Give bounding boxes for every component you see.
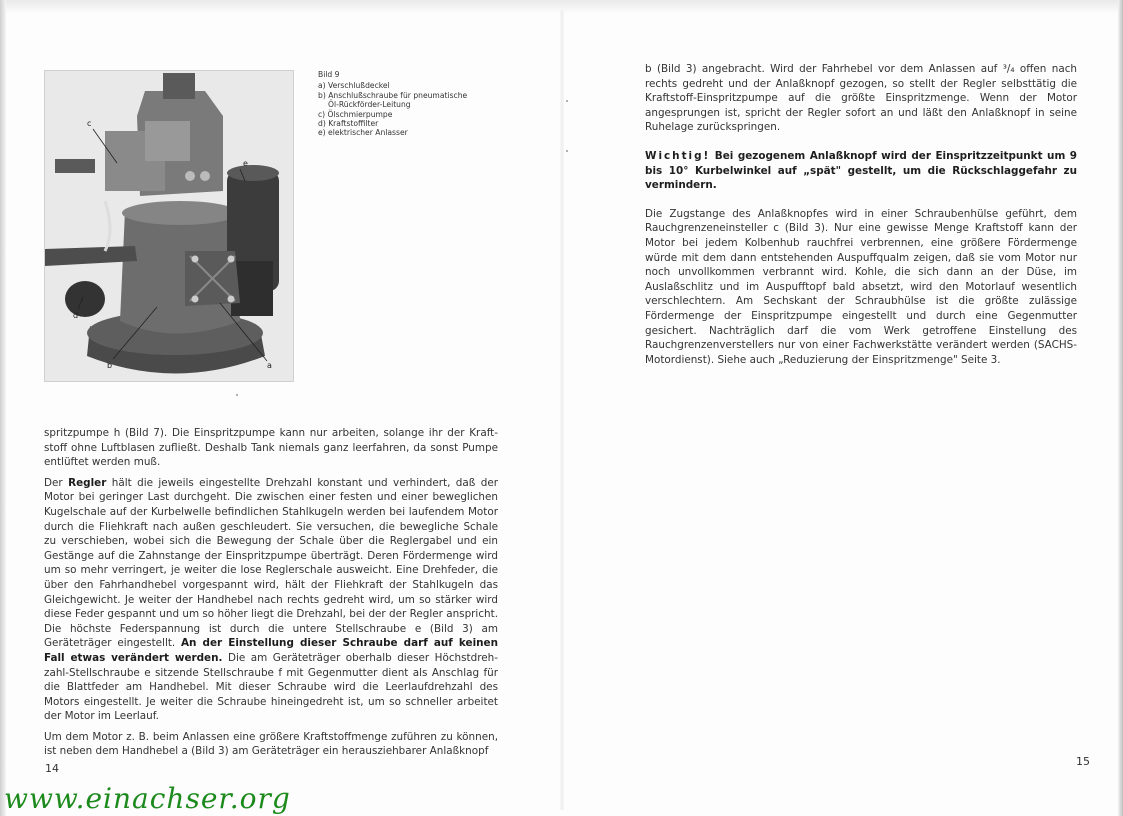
page-left-edge [0,0,6,816]
figure-caption [318,70,518,138]
paragraph: Um dem Motor z. B. beim Anlassen eine größere Kraftstoffmenge zuführen zu können, ist neben dem Handhebel a (Bild 3) am Geräteträger ein herausziehbarer Anlaßknopf [44,730,498,758]
bold-warning: An der Einstellung dieser Schraube darf auf keinen Fall etwas verändert werden. [44,637,498,664]
legend-item-e: e) elektrischer Anlasser [318,128,408,138]
scan-speck [236,394,238,396]
legend-item-d: d) Kraftstoffilter [318,119,379,129]
text-run: Der [44,476,69,489]
figure-title: Bild 9 [318,70,340,79]
paragraph: spritzpumpe h (Bild 7). Die Einspritzpumpe kann nur arbeiten, solange ihr der Kraftstoff ohne Luftblasen zufließt. Deshalb Tank niemals ganz leerfahren, da sonst Pumpe entlüftet werden muß. [44,427,498,469]
legend-item-b-cont: Öl-Rückförder-Leitung [328,100,411,110]
paragraph-regler [44,476,498,724]
left-page-text [44,426,498,765]
engine-illustration [45,71,293,381]
callout-c: c [87,119,92,128]
scan-speck [566,150,568,152]
bold-term: Regler [68,476,107,489]
center-fold [560,10,564,810]
text-run: Die am Geräteträger oberhalb dieser Höchstdrehzahl-Stellschraube e sitzende Stellschraube f mit Gegenmutter dient als Anschlag für die Blattfeder am Handhebel. Mit dieser Schraube wird die Leerlaufdrehzahl des Motors eingestellt. Je weiter die Schraube hineingedreht ist, um so schneller arbeitet der Motor im Leerlauf. [44,651,498,723]
right-page-text [645,62,1077,373]
callout-a: a [267,361,272,370]
legend-item-c: c) Ölschmierpumpe [318,109,393,119]
page-number-right: 15 [1076,755,1090,768]
engine-photo [44,70,294,382]
warning-paragraph [645,149,1077,193]
text-run: hält die jeweils eingestellte Drehzahl konstant und verhindert, daß der Motor bei geringer Last durchgeht. Die zwischen einer festen und einer beweglichen Kugelschale auf der Kurbelwelle befindlichen Stahlkugeln werden bei laufendem Motor durch die Fliehkraft nach außen geschleudert. Sie versuchen, die bewegliche Schale zu verschieben, wobei sich die Bewegung der Schale über die Reglergabel und ein Gestänge auf die Zahnstange der Einspritzpumpe überträgt. Deren Fördermenge wird um so mehr verringert, je weiter die lose Reglerschale ausweicht. Eine Drehfeder, die über den Fahrhandhebel vorgespannt wird, hält der Fliehkraft der Stahlkugeln das Gleichgewicht. Je weiter der Handhebel nach rechts gedreht wird, um so stärker wird diese Feder gespannt und um so höher liegt die Drehzahl, bei der der Regler anspricht. Die höchste Federspannung ist durch die untere Stellschraube e (Bild 3) am Geräteträger eingestellt. [44,476,498,650]
warning-text: Bei gezogenem Anlaßknopf wird der Einspritzzeitpunkt um 9 bis 10° Kurbelwinkel auf „spät" gestellt, um die Rückschlaggefahr zu vermindern. [645,149,1077,192]
paragraph: b (Bild 3) angebracht. Wird der Fahrhebel vor dem Anlassen auf ³/₄ offen nach rechts gedreht und der Anlaßknopf gezogen, so stellt der Regler selbsttätig die Kraftstoff-Einspritzpumpe auf die größte Einspritzmenge. Wenn der Motor angesprungen ist, spricht der Regler sofort an und läßt den Anlaßknopf in seine Ruhelage zurückspringen. [645,63,1077,134]
page-number-left: 14 [45,762,59,775]
scan-speck [566,100,568,102]
paragraph: Die Zugstange des Anlaßknopfes wird in einer Schraubenhülse geführt, dem Rauchgrenzeneinsteller c (Bild 3). Nur eine gewisse Menge Kraftstoff kann der Motor bei jedem Kolbenhub rauchfrei verbrennen, eine größere Fördermenge würde mit dem dann entstehenden Auspuffqualm zeigen, daß sie vom Motor nur noch unvollkommen verbrannt wird. Kohle, die sich dann an der Düse, im Auslaßschlitz und im Auspufftopf bald absetzt, wird den Motorlauf wesentlich verschlechtern. Am Sechskant der Schraubhülse ist die größte zulässige Fördermenge der Einspritzpumpe eingestellt und durch eine Gegenmutter gesichert. Nachträglich darf die vom Werk getroffene Einstellung des Rauchgrenzenverstellers nur von einer Fachwerkstätte verändert werden (SACHS-Motordienst). Siehe auch „Reduzierung der Einspritzmenge" Seite 3. [645,207,1077,366]
watermark-url: www.einachser.org [4,782,291,815]
warning-label: Wichtig! [645,149,711,162]
page-right-edge [1118,0,1123,816]
legend-item-a: a) Verschlußdeckel [318,81,390,91]
callout-e: e [243,159,248,168]
callout-d: d [73,311,79,320]
callout-b: b [107,361,113,370]
legend-item-b: b) Anschlußschraube für pneumatische [318,90,468,100]
